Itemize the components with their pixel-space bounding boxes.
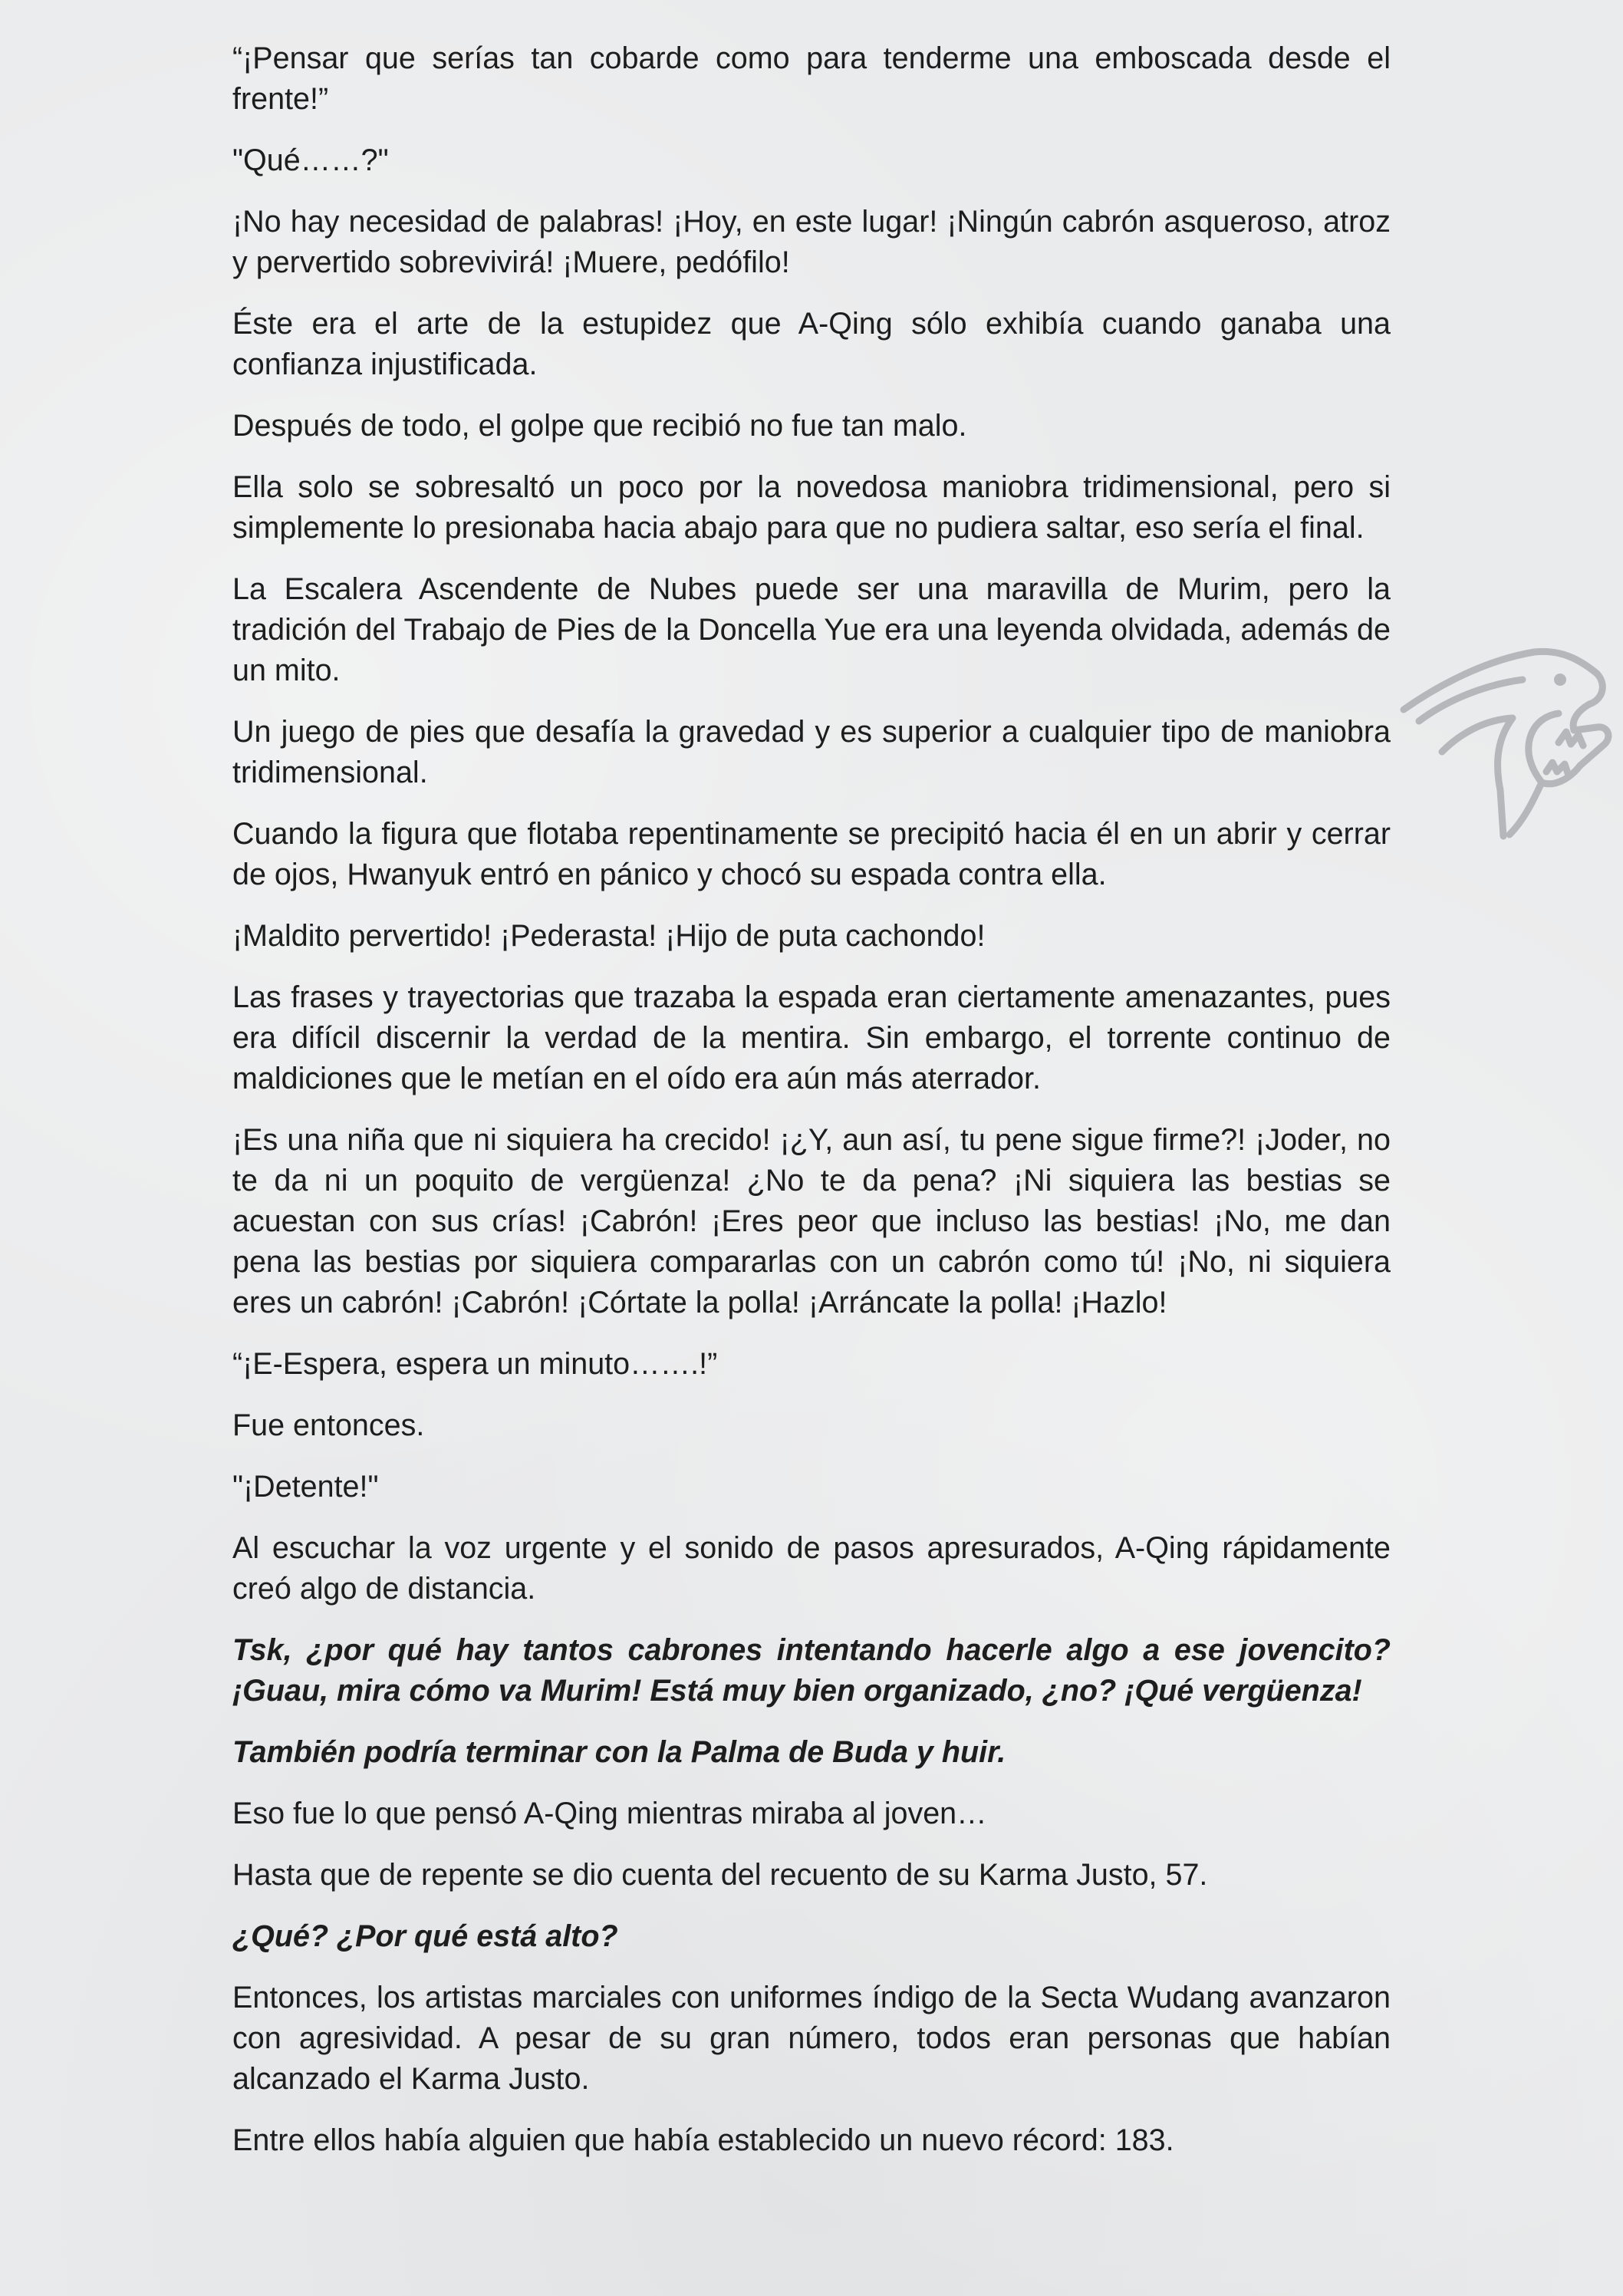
paragraph: "¡Detente!" xyxy=(232,1470,379,1504)
italic-thought-paragraph: También podría terminar con la Palma de Buda y huir. xyxy=(232,1735,1006,1769)
paragraph: “¡E-Espera, espera un minuto…….!” xyxy=(232,1347,718,1381)
text-column xyxy=(232,38,1391,2182)
paragraph: "Qué……?" xyxy=(232,143,389,177)
paragraph: Cuando la figura que flotaba repentinamente se precipitó hacia él en un abrir y cerrar de ojos, Hwanyuk entró en pánico y chocó su espada contra ella. xyxy=(232,817,1391,891)
paragraph: ¡Maldito pervertido! ¡Pederasta! ¡Hijo de puta cachondo! xyxy=(232,919,986,953)
paragraph: ¡Es una niña que ni siquiera ha crecido! ¡¿Y, aun así, tu pene sigue firme?! ¡Joder, no te da ni un poquito de vergüenza! ¿No te da pena? ¡Ni siquiera las bestias se acuestan con sus crías! ¡Cabrón! ¡Eres peor que incluso las bestias! ¡No, me dan pena las bestias por siquiera compararlas con un cabrón como tú! ¡No, ni siquiera eres un cabrón! ¡Cabrón! ¡Córtate la polla! ¡Arráncate la polla! ¡Hazlo! xyxy=(232,1123,1391,1319)
paragraph: Las frases y trayectorias que trazaba la espada eran ciertamente amenazantes, pues era difícil discernir la verdad de la mentira. Sin embargo, el torrente continuo de maldiciones que le metían en el oído era aún más aterrador. xyxy=(232,980,1391,1095)
paragraph: Fue entonces. xyxy=(232,1408,425,1442)
paragraph: Entre ellos había alguien que había establecido un nuevo récord: 183. xyxy=(232,2123,1174,2157)
paragraph: Entonces, los artistas marciales con uniformes índigo de la Secta Wudang avanzaron con agresividad. A pesar de su gran número, todos eran personas que habían alcanzado el Karma Justo. xyxy=(232,1981,1391,2096)
italic-thought-paragraph: Tsk, ¿por qué hay tantos cabrones intentando hacerle algo a ese jovencito? ¡Guau, mira cómo va Murim! Está muy bien organizado, ¿no? ¡Qué vergüenza! xyxy=(232,1633,1391,1708)
paragraph: ¡No hay necesidad de palabras! ¡Hoy, en este lugar! ¡Ningún cabrón asqueroso, atroz y pervertido sobrevivirá! ¡Muere, pedófilo! xyxy=(232,205,1391,279)
paragraph: Éste era el arte de la estupidez que A-Qing sólo exhibía cuando ganaba una confianza injustificada. xyxy=(232,307,1391,381)
paragraph: Al escuchar la voz urgente y el sonido de pasos apresurados, A-Qing rápidamente creó algo de distancia. xyxy=(232,1531,1391,1606)
paragraph: Un juego de pies que desafía la gravedad y es superior a cualquier tipo de maniobra tridimensional. xyxy=(232,715,1391,789)
paragraph: Ella solo se sobresaltó un poco por la novedosa maniobra tridimensional, pero si simplemente lo presionaba hacia abajo para que no pudiera saltar, eso sería el final. xyxy=(232,470,1391,545)
dinosaur-head-icon xyxy=(1396,629,1618,852)
paragraph: Eso fue lo que pensó A-Qing mientras miraba al joven… xyxy=(232,1797,987,1830)
paragraph: Hasta que de repente se dio cuenta del recuento de su Karma Justo, 57. xyxy=(232,1858,1208,1892)
paragraph: “¡Pensar que serías tan cobarde como para tenderme una emboscada desde el frente!” xyxy=(232,41,1391,116)
italic-thought-paragraph: ¿Qué? ¿Por qué está alto? xyxy=(232,1919,618,1953)
paragraph: Después de todo, el golpe que recibió no fue tan malo. xyxy=(232,409,967,443)
paragraph: La Escalera Ascendente de Nubes puede ser una maravilla de Murim, pero la tradición del Trabajo de Pies de la Doncella Yue era una leyenda olvidada, además de un mito. xyxy=(232,572,1391,687)
